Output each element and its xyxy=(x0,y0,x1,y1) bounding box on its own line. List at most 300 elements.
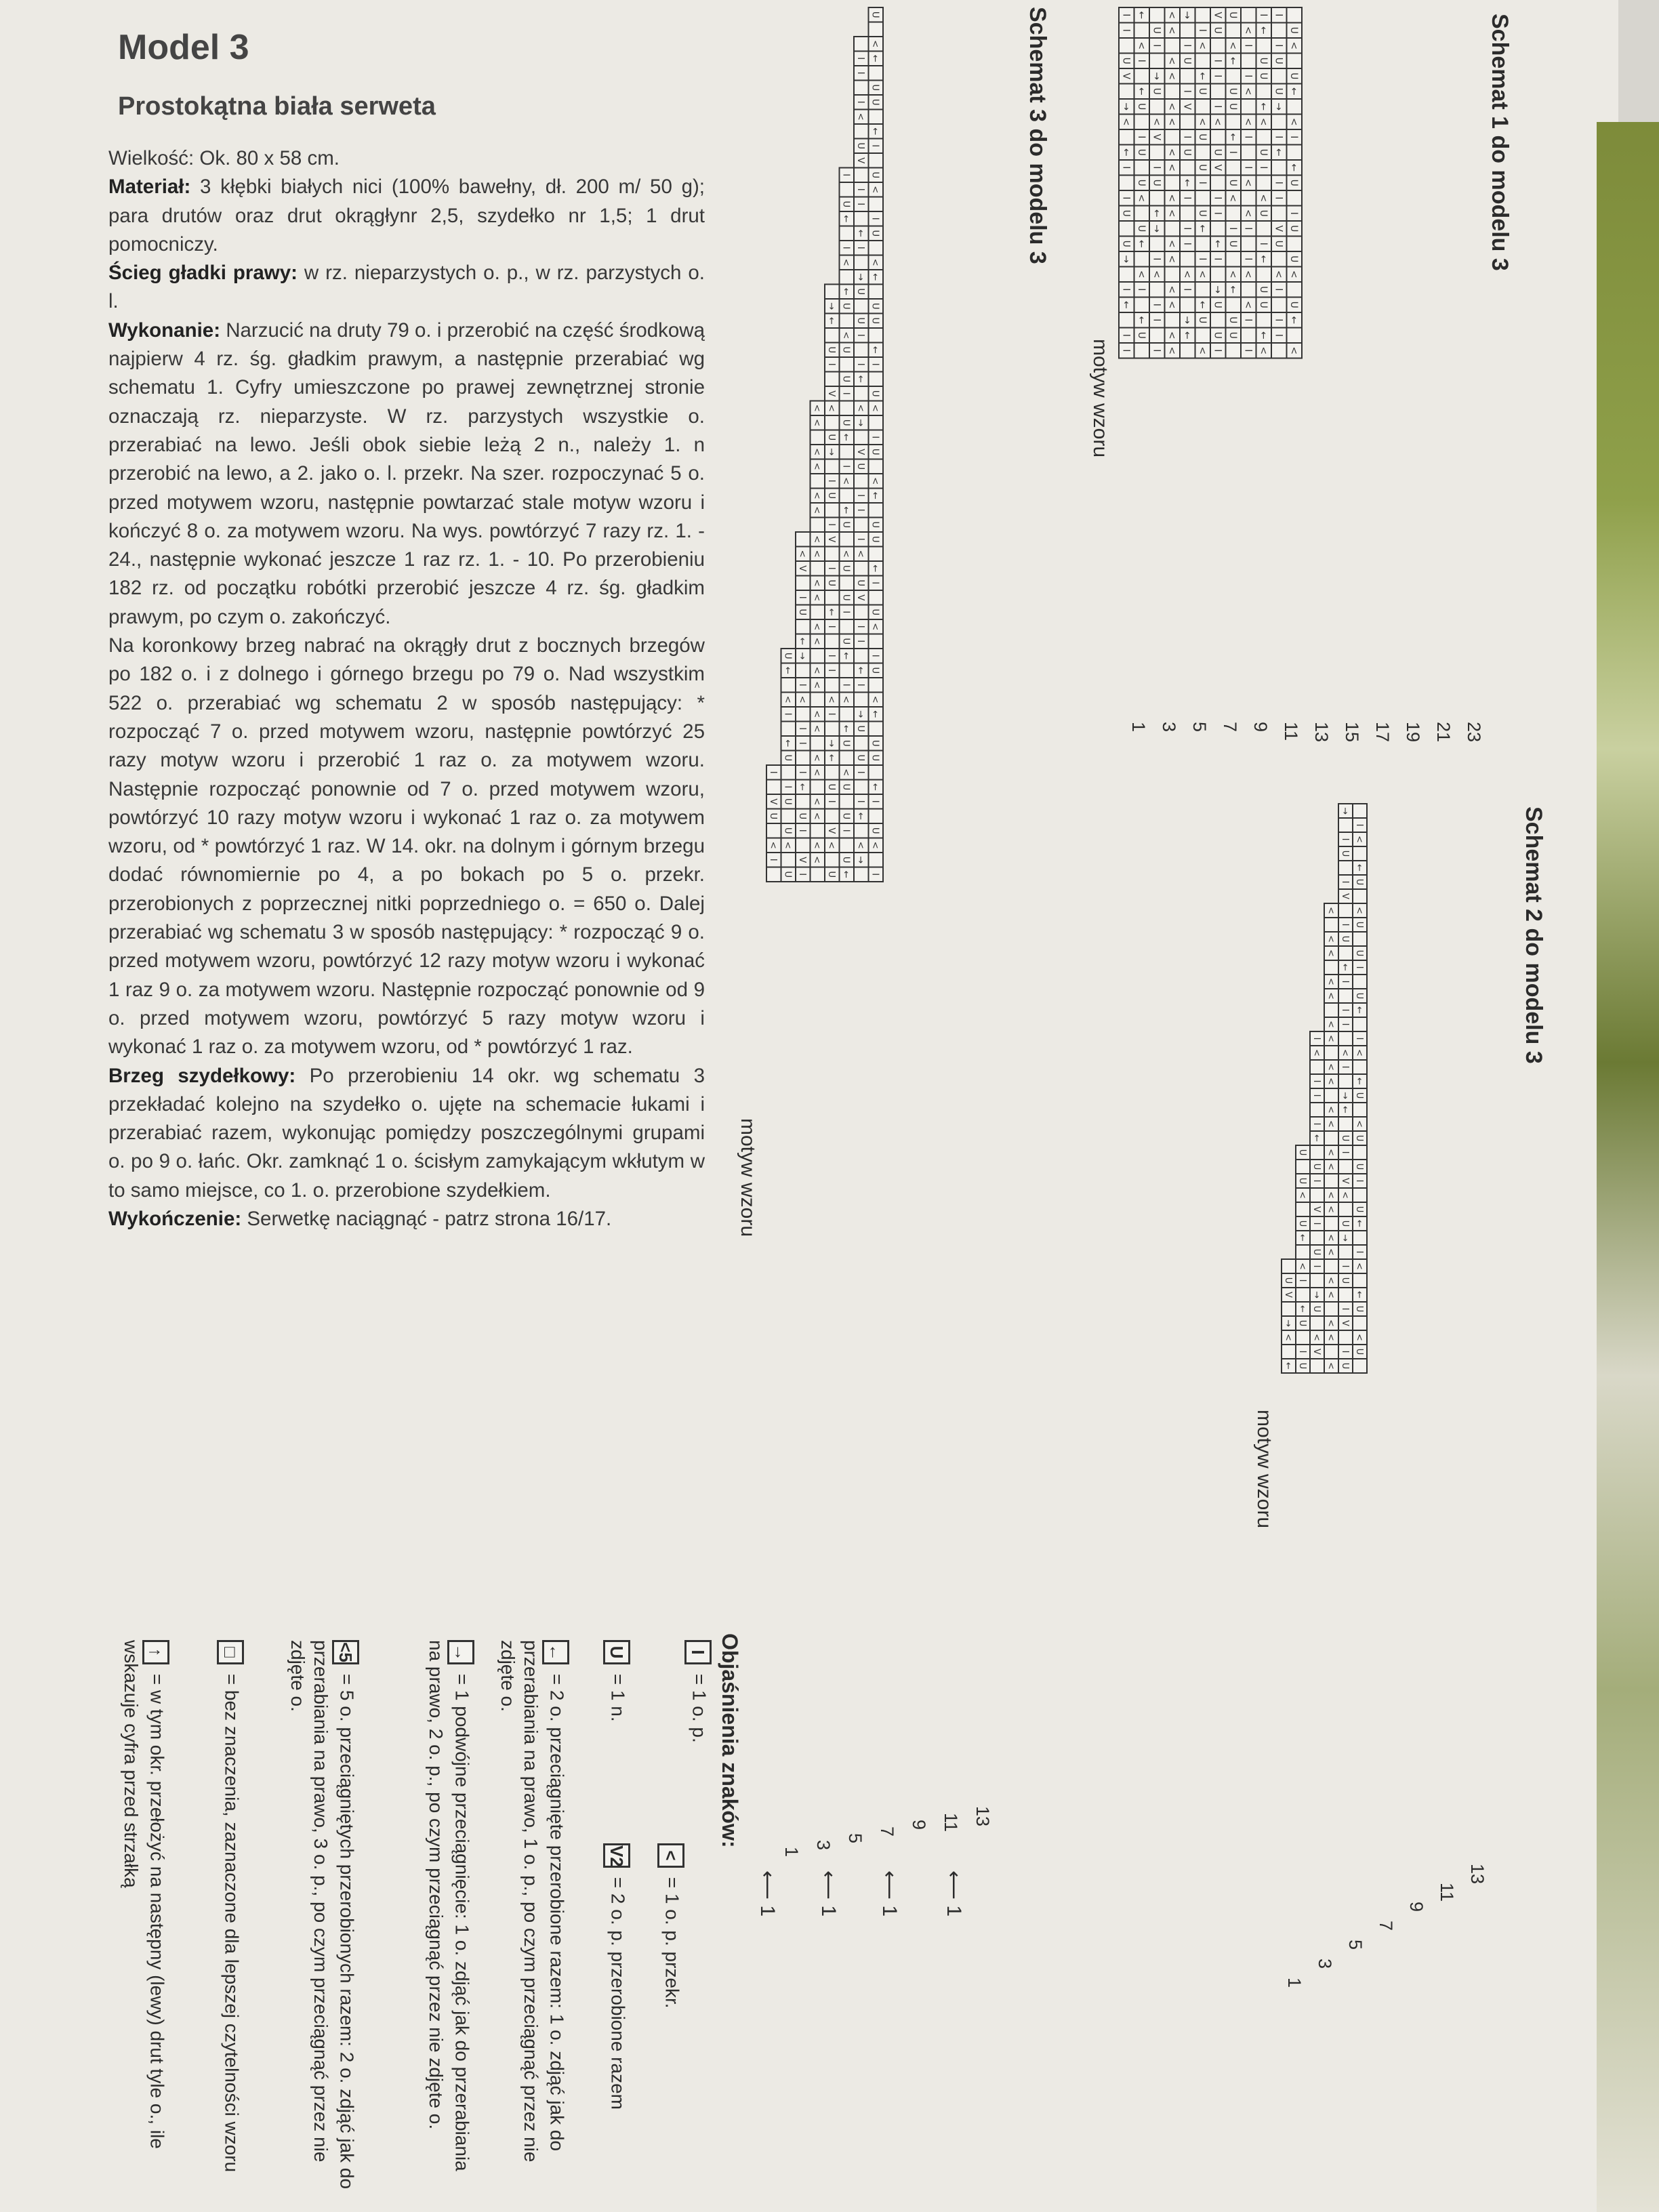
chart-symbol: I xyxy=(797,683,808,687)
chart-symbol: U xyxy=(1296,1319,1307,1327)
chart-symbol: U xyxy=(1196,164,1208,171)
chart-symbol: U xyxy=(869,171,880,179)
chart-symbol: I xyxy=(855,683,866,687)
chart-symbol: < xyxy=(1325,1234,1336,1242)
chart-symbol: U xyxy=(869,754,880,762)
row-number: 3 xyxy=(1159,722,1179,733)
chart-symbol: V xyxy=(826,536,837,543)
chart-cell xyxy=(1149,54,1165,69)
chart-cell xyxy=(766,823,781,838)
schemat2-grid xyxy=(1281,803,1504,1969)
chart-symbol: I xyxy=(1212,105,1223,108)
chart-symbol: I xyxy=(826,479,837,483)
schemat2-motif-label: motyw wzoru xyxy=(1253,1410,1275,1529)
chart-cell xyxy=(1310,1188,1324,1202)
chart-cell xyxy=(1241,145,1256,161)
chart-cell xyxy=(1353,1316,1367,1330)
chart-cell xyxy=(1195,145,1211,161)
chart-symbol: U xyxy=(869,302,880,310)
chart-cell xyxy=(811,693,825,708)
chart-symbol: I xyxy=(1212,258,1223,261)
chart-symbol: → xyxy=(826,302,837,310)
chart-symbol: I xyxy=(855,494,866,497)
chart-cell xyxy=(869,590,884,605)
chart-cell xyxy=(869,66,884,81)
chart-cell xyxy=(1165,221,1181,237)
chart-symbol: I xyxy=(1273,136,1284,139)
chart-symbol: < xyxy=(1288,117,1299,126)
chart-symbol: U xyxy=(1288,255,1299,263)
schemat1-chart xyxy=(1118,7,1491,698)
chart-symbol: I xyxy=(1339,980,1350,983)
schemat1-title: Schemat 1 do modelu 3 xyxy=(1487,14,1513,271)
chart-symbol: V xyxy=(797,857,808,863)
chart-symbol: I xyxy=(782,785,793,789)
chart-symbol: I xyxy=(1339,880,1350,884)
chart-cell xyxy=(1338,861,1353,875)
chart-symbol: ← xyxy=(797,783,808,791)
crochet-label: Brzeg szydełkowy: xyxy=(108,1064,296,1087)
chart-symbol: I xyxy=(1181,89,1193,93)
chart-symbol: I xyxy=(1273,181,1284,184)
chart-symbol: I xyxy=(1311,1094,1322,1097)
chart-symbol: I xyxy=(855,363,866,366)
chart-cell xyxy=(1338,818,1353,832)
arrow-label: ⟵ 1 xyxy=(878,1870,901,1917)
chart-cell xyxy=(766,780,781,795)
chart-symbol: < xyxy=(1353,1120,1364,1128)
chart-cell xyxy=(1226,115,1242,130)
chart-symbol: I xyxy=(1242,258,1254,261)
chart-cell xyxy=(1287,7,1303,23)
chart-symbol: < xyxy=(1166,331,1177,340)
chart-symbol: < xyxy=(1242,270,1254,279)
chart-symbol: < xyxy=(1257,194,1269,203)
chart-symbol: < xyxy=(1325,1078,1336,1085)
chart-symbol: < xyxy=(1288,41,1299,50)
chart-symbol: → xyxy=(1311,1291,1322,1298)
chart-symbol: ← xyxy=(869,783,880,791)
chart-symbol: < xyxy=(1166,255,1177,264)
chart-cell xyxy=(840,314,855,329)
chart-symbol: < xyxy=(811,448,822,456)
chart-symbol: U xyxy=(1181,57,1193,64)
chart-cell xyxy=(1180,251,1195,267)
chart-symbol: < xyxy=(1325,949,1336,957)
chart-cell xyxy=(840,838,855,853)
chart-symbol: I xyxy=(826,800,837,803)
chart-symbol: ← xyxy=(1339,1106,1350,1113)
legend-item xyxy=(684,1640,712,2196)
chart-symbol: I xyxy=(855,100,866,104)
instructions-column xyxy=(108,27,705,1233)
chart-cell xyxy=(869,809,884,824)
chart-symbol: < xyxy=(1151,117,1162,126)
chart-symbol: < xyxy=(1166,209,1177,218)
chart-symbol: < xyxy=(1325,1021,1336,1028)
legend-text: = 1 podwójne przeciągnięcie: 1 o. zdjąć jak do przerabiania na prawo, 2 o. p., po czym przeciągnąć przez nie zdjęte o. xyxy=(426,1640,473,2171)
chart-symbol: < xyxy=(1196,346,1208,355)
chart-cell xyxy=(1149,328,1165,344)
chart-symbol: I xyxy=(840,465,851,468)
chart-cell xyxy=(1338,1288,1353,1302)
chart-symbol: < xyxy=(1257,117,1269,126)
chart-symbol: ← xyxy=(1288,316,1299,325)
chart-symbol: U xyxy=(1212,301,1223,308)
chart-symbol: U xyxy=(840,739,851,747)
chart-symbol: V xyxy=(1339,1178,1350,1184)
chart-symbol: I xyxy=(1181,197,1193,200)
chart-cell xyxy=(854,37,869,52)
chart-symbol: I xyxy=(1242,319,1254,322)
chart-symbol: U xyxy=(1212,331,1223,339)
chart-cell xyxy=(1241,237,1256,252)
chart-cell xyxy=(1287,99,1303,115)
chart-symbol: I xyxy=(840,246,851,249)
schemat3-title: Schemat 3 do modelu 3 xyxy=(1025,7,1050,264)
chart-symbol: V xyxy=(1151,134,1162,141)
chart-cell xyxy=(840,576,855,591)
chart-symbol: ← xyxy=(1353,864,1364,872)
chart-symbol: ← xyxy=(1135,239,1147,248)
chart-symbol: I xyxy=(797,829,808,832)
chart-symbol: ← xyxy=(1353,1220,1364,1227)
chart-symbol: ← xyxy=(1227,133,1238,142)
chart-symbol: U xyxy=(840,856,851,863)
chart-cell xyxy=(796,751,811,766)
chart-cell xyxy=(811,736,825,751)
chart-symbol: < xyxy=(869,623,880,631)
chart-symbol: I xyxy=(1120,28,1132,32)
chart-symbol: I xyxy=(855,333,866,337)
chart-symbol: I xyxy=(1135,288,1147,291)
chart-symbol: < xyxy=(1196,117,1208,126)
chart-symbol: I xyxy=(869,363,880,366)
chart-symbol: I xyxy=(1288,211,1299,215)
chart-symbol: U xyxy=(1227,12,1238,19)
chart-symbol: I xyxy=(1311,1122,1322,1126)
chart-symbol: < xyxy=(1181,270,1193,279)
chart-symbol: → xyxy=(1339,807,1350,815)
chart-symbol: ← xyxy=(1257,331,1269,340)
chart-symbol: ← xyxy=(1120,300,1132,309)
chart-symbol: U xyxy=(1212,148,1223,156)
chart-cell xyxy=(1226,251,1242,267)
size-paragraph xyxy=(108,144,705,173)
finish-text: Serwetkę naciągnąć - patrz strona 16/17. xyxy=(241,1207,612,1230)
chart-cell xyxy=(796,707,811,722)
chart-symbol: ← xyxy=(1181,331,1193,340)
chart-symbol: < xyxy=(1353,907,1364,914)
chart-cell xyxy=(825,459,840,474)
legend-symbol-icon: U xyxy=(603,1640,630,1664)
chart-cell xyxy=(1149,237,1165,252)
chart-symbol: I xyxy=(1339,1008,1350,1012)
chart-cell xyxy=(840,445,855,459)
chart-cell xyxy=(1282,1345,1296,1359)
model-title: Model 3 xyxy=(118,28,249,67)
schemat1-motif-label: motyw wzoru xyxy=(1089,339,1111,458)
chart-symbol: U xyxy=(797,813,808,820)
chart-symbol: U xyxy=(1257,209,1269,217)
chart-symbol: U xyxy=(1151,87,1162,95)
chart-cell xyxy=(840,751,855,766)
chart-cell xyxy=(1210,176,1226,191)
chart-cell xyxy=(1338,1160,1353,1174)
chart-symbol: U xyxy=(1196,134,1208,141)
chart-symbol: U xyxy=(855,725,866,733)
instructions-text xyxy=(108,144,705,1233)
chart-cell xyxy=(811,605,825,620)
chart-cell xyxy=(1134,206,1150,222)
chart-cell xyxy=(1149,190,1165,206)
chart-symbol: I xyxy=(1257,14,1269,17)
chart-symbol: I xyxy=(1339,923,1350,926)
chart-symbol: ← xyxy=(840,433,851,441)
chart-symbol: I xyxy=(768,771,779,774)
chart-symbol: U xyxy=(1353,1348,1364,1355)
chart-symbol: ← xyxy=(1296,1234,1307,1242)
chart-cell xyxy=(1353,1060,1367,1074)
page-edge xyxy=(1618,0,1659,122)
chart-symbol: U xyxy=(840,346,851,354)
chart-symbol: < xyxy=(1296,1263,1307,1270)
chart-symbol: < xyxy=(840,477,851,485)
chart-cell xyxy=(854,124,869,139)
chart-symbol: ← xyxy=(1196,300,1208,309)
chart-cell xyxy=(1165,312,1181,328)
chart-symbol: ← xyxy=(1296,1305,1307,1313)
chart-cell xyxy=(1149,145,1165,161)
chart-cell xyxy=(825,590,840,605)
chart-symbol: I xyxy=(1339,1023,1350,1026)
chart-symbol: → xyxy=(1212,285,1223,294)
chart-symbol: I xyxy=(1339,1265,1350,1268)
chart-symbol: V xyxy=(1339,1320,1350,1326)
chart-symbol: ← xyxy=(1135,316,1147,325)
legend-title: Objaśnienia znaków: xyxy=(718,1633,742,1848)
chart-symbol: I xyxy=(855,640,866,643)
chart-symbol: I xyxy=(1296,1350,1307,1353)
chart-cell xyxy=(854,736,869,751)
chart-symbol: U xyxy=(1257,57,1269,64)
chart-symbol: U xyxy=(1257,148,1269,156)
legend-item xyxy=(286,1640,359,2196)
chart-symbol: U xyxy=(840,375,851,383)
chart-cell xyxy=(1134,251,1150,267)
legend-symbol-icon: ← xyxy=(542,1640,569,1664)
schemat3-chart xyxy=(766,7,1023,1830)
chart-symbol: U xyxy=(1339,1362,1350,1370)
chart-cell xyxy=(781,722,796,737)
chart-cell xyxy=(1195,7,1211,23)
chart-symbol: → xyxy=(855,856,866,864)
row-number: 9 xyxy=(909,1820,929,1830)
chart-cell xyxy=(1195,282,1211,298)
chart-cell xyxy=(796,576,811,591)
chart-symbol: I xyxy=(840,392,851,395)
chart-cell xyxy=(840,182,855,197)
chart-symbol: U xyxy=(1353,1305,1364,1313)
chart-symbol: I xyxy=(1339,1065,1350,1069)
chart-symbol: U xyxy=(1353,1163,1364,1170)
chart-cell xyxy=(1296,1288,1310,1302)
chart-cell xyxy=(811,780,825,795)
chart-symbol: < xyxy=(811,579,822,587)
chart-symbol: < xyxy=(855,112,866,121)
chart-symbol: U xyxy=(1339,1220,1350,1227)
chart-symbol: < xyxy=(1325,978,1336,985)
chart-symbol: ← xyxy=(840,652,851,660)
chart-symbol: < xyxy=(1257,346,1269,355)
chart-symbol: I xyxy=(1273,333,1284,337)
row-number: 5 xyxy=(845,1833,865,1844)
chart-cell xyxy=(1310,1145,1324,1160)
chart-symbol: < xyxy=(1325,1319,1336,1327)
chart-symbol: I xyxy=(855,57,866,60)
chart-symbol: → xyxy=(1181,11,1193,20)
legend-text: = 2 o. p. przerobione razem xyxy=(607,1872,629,2110)
edge-paragraph xyxy=(108,632,705,1061)
chart-symbol: ← xyxy=(1227,56,1238,65)
chart-cell xyxy=(869,547,884,562)
chart-symbol: I xyxy=(1339,1307,1350,1311)
chart-symbol: U xyxy=(1353,878,1364,886)
chart-cell xyxy=(1180,206,1195,222)
chart-symbol: < xyxy=(1166,300,1177,309)
chart-symbol: < xyxy=(1325,1106,1336,1113)
chart-symbol: U xyxy=(840,302,851,310)
chart-cell xyxy=(854,693,869,708)
arrow-label: ⟵ 1 xyxy=(943,1870,965,1917)
legend-item xyxy=(496,1640,569,2196)
chart-cell xyxy=(1226,298,1242,313)
chart-symbol: < xyxy=(826,404,837,412)
chart-cell xyxy=(1119,84,1134,100)
chart-symbol: < xyxy=(1135,41,1147,50)
chart-symbol: U xyxy=(1227,87,1238,95)
chart-symbol: I xyxy=(840,611,851,614)
legend-symbol-icon: V2 xyxy=(603,1843,630,1868)
chart-symbol: < xyxy=(1282,1334,1293,1341)
chart-symbol: < xyxy=(1242,209,1254,218)
chart-symbol: I xyxy=(1242,349,1254,352)
chart-symbol: U xyxy=(855,579,866,587)
chart-symbol: V xyxy=(855,594,866,601)
chart-cell xyxy=(854,867,869,882)
chart-symbol: U xyxy=(840,594,851,601)
chart-cell xyxy=(1180,160,1195,176)
chart-cell xyxy=(869,197,884,212)
chart-cell xyxy=(1338,1117,1353,1131)
chart-cell xyxy=(1165,176,1181,191)
chart-symbol: U xyxy=(869,448,880,455)
chart-symbol: I xyxy=(1257,242,1269,245)
chart-symbol: U xyxy=(855,288,866,295)
chart-symbol: I xyxy=(1273,44,1284,47)
chart-symbol: < xyxy=(869,258,880,266)
chart-cell xyxy=(869,459,884,474)
chart-cell xyxy=(825,853,840,867)
chart-symbol: → xyxy=(1282,1319,1293,1327)
chart-symbol: U xyxy=(1288,301,1299,308)
chart-symbol: < xyxy=(1325,907,1336,914)
chart-symbol: U xyxy=(855,754,866,762)
chart-symbol: < xyxy=(1339,1049,1350,1057)
adjacent-photo-edge xyxy=(1597,122,1659,2212)
chart-symbol: U xyxy=(826,579,837,587)
chart-cell xyxy=(854,561,869,576)
chart-symbol: V xyxy=(855,449,866,455)
chart-symbol: → xyxy=(1339,1234,1350,1242)
chart-cell xyxy=(825,765,840,780)
chart-cell xyxy=(1353,1017,1367,1031)
chart-symbol: U xyxy=(1181,148,1193,156)
legend-item xyxy=(657,1843,684,2128)
chart-symbol: → xyxy=(1339,1092,1350,1099)
chart-symbol: < xyxy=(1135,270,1147,279)
chart-symbol: I xyxy=(826,523,837,527)
chart-symbol: I xyxy=(1242,166,1254,169)
chart-symbol: U xyxy=(768,813,779,820)
chart-symbol: ← xyxy=(1135,11,1147,20)
chart-symbol: < xyxy=(869,404,880,412)
chart-symbol: → xyxy=(1120,255,1132,264)
chart-cell xyxy=(1195,328,1211,344)
chart-symbol: ← xyxy=(1311,1134,1322,1142)
row-number: 7 xyxy=(1376,1921,1396,1931)
chart-cell xyxy=(1226,68,1242,84)
chart-cell xyxy=(1241,328,1256,344)
chart-cell xyxy=(796,619,811,634)
chart-symbol: I xyxy=(869,873,880,876)
chart-symbol: ← xyxy=(1196,224,1208,233)
chart-symbol: < xyxy=(811,623,822,631)
chart-cell xyxy=(1119,267,1134,283)
chart-symbol: I xyxy=(1212,197,1223,200)
row-number: 13 xyxy=(1467,1864,1488,1885)
chart-symbol: I xyxy=(869,144,880,148)
chart-cell xyxy=(1324,1259,1338,1273)
chart-symbol: U xyxy=(1288,179,1299,186)
chart-symbol: < xyxy=(1242,87,1254,96)
chart-cell xyxy=(796,532,811,547)
chart-symbol: U xyxy=(1288,26,1299,34)
chart-symbol: → xyxy=(826,739,837,747)
chart-symbol: U xyxy=(1353,1206,1364,1213)
chart-symbol: U xyxy=(1273,87,1284,95)
chart-symbol: < xyxy=(797,550,808,558)
chart-symbol: I xyxy=(855,188,866,191)
chart-cell xyxy=(1353,1231,1367,1245)
chart-symbol: U xyxy=(1196,87,1208,95)
chart-symbol: ← xyxy=(869,127,880,136)
chart-symbol: → xyxy=(1120,102,1132,111)
chart-symbol: I xyxy=(869,217,880,220)
chart-symbol: I xyxy=(1196,28,1208,32)
chart-symbol: U xyxy=(1151,179,1162,186)
chart-symbol: < xyxy=(811,404,822,412)
schemat2-title: Schemat 2 do modelu 3 xyxy=(1521,806,1547,1064)
chart-symbol: U xyxy=(797,609,808,616)
chart-cell xyxy=(1296,1245,1310,1259)
chart-cell xyxy=(1338,946,1353,960)
chart-symbol: < xyxy=(1166,239,1177,248)
chart-cell xyxy=(766,867,781,882)
chart-symbol: < xyxy=(1227,41,1238,50)
chart-symbol: I xyxy=(1273,288,1284,291)
chart-cell xyxy=(1165,84,1181,100)
